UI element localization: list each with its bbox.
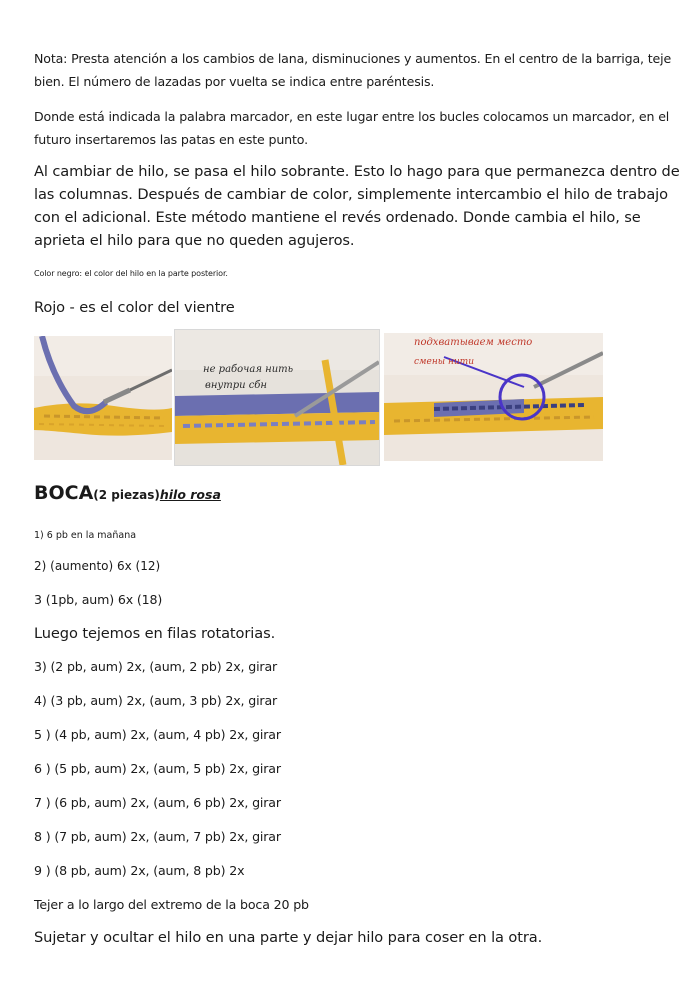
marker-line-1: Donde está indicada la palabra marcador, en este lugar entre los bucles colocamos un marcador, en el <box>34 109 670 124</box>
yarn-change-line-2: las columnas. Después de cambiar de color, simplemente intercambio el hilo de trabajo <box>34 186 668 203</box>
row-item: 1) 6 pb en la mañana <box>34 530 137 541</box>
row-item: Tejer a lo largo del extremo de la boca 20 pb <box>34 897 309 912</box>
section-yarn: hilo rosa <box>159 487 221 502</box>
row-item: 5 ) (4 pb, aum) 2x, (aum, 4 pb) 2x, girar <box>34 727 281 742</box>
section-heading <box>34 482 221 504</box>
yarn-change-line-3: con el adicional. Este método mantiene el revés ordenado. Donde cambia el hilo, se <box>34 209 641 226</box>
photo2-caption-line1: не рабочая нить <box>203 364 294 375</box>
row-item: 7 ) (6 pb, aum) 2x, (aum, 6 pb) 2x, girar <box>34 795 281 810</box>
yarn-change-line-1: Al cambiar de hilo, se pasa el hilo sobrante. Esto lo hago para que permanezca dentro de <box>34 163 680 180</box>
crochet-photo-2 <box>174 329 380 466</box>
row-item: 2) (aumento) 6x (12) <box>34 559 161 573</box>
yarn-change-line-4: aprieta el hilo para que no queden agujeros. <box>34 232 355 249</box>
photo3-caption-line1: подхватываем место <box>414 337 533 348</box>
note-line-2: bien. El número de lazadas por vuelta se indica entre paréntesis. <box>34 74 435 89</box>
row-item: Luego tejemos en filas rotatorias. <box>34 625 276 642</box>
row-item: 4) (3 pb, aum) 2x, (aum, 3 pb) 2x, girar <box>34 693 278 708</box>
crochet-photo-3 <box>384 333 603 461</box>
row-item: 9 ) (8 pb, aum) 2x, (aum, 8 pb) 2x <box>34 863 245 878</box>
black-color-note: Color negro: el color del hilo en la parte posterior. <box>34 269 228 278</box>
photo3-caption-line2: смены нити <box>414 357 475 367</box>
section-title: BOCA <box>34 482 94 504</box>
row-item: 3 (1pb, aum) 6x (18) <box>34 592 163 607</box>
row-item: Sujetar y ocultar el hilo en una parte y dejar hilo para coser en la otra. <box>34 929 543 946</box>
marker-line-2: futuro insertaremos las patas en este punto. <box>34 132 308 147</box>
row-item: 6 ) (5 pb, aum) 2x, (aum, 5 pb) 2x, girar <box>34 761 281 776</box>
row-item: 3) (2 pb, aum) 2x, (aum, 2 pb) 2x, girar <box>34 659 278 674</box>
crochet-photo-1 <box>34 336 172 460</box>
note-line-1: Nota: Presta atención a los cambios de lana, disminuciones y aumentos. En el centro de la barriga, teje <box>34 51 672 66</box>
red-color-note: Rojo - es el color del vientre <box>34 299 235 316</box>
section-pieces: (2 piezas) <box>93 488 160 502</box>
row-item: 8 ) (7 pb, aum) 2x, (aum, 7 pb) 2x, girar <box>34 829 281 844</box>
photo2-caption-line2: внутри сбн <box>205 380 268 391</box>
